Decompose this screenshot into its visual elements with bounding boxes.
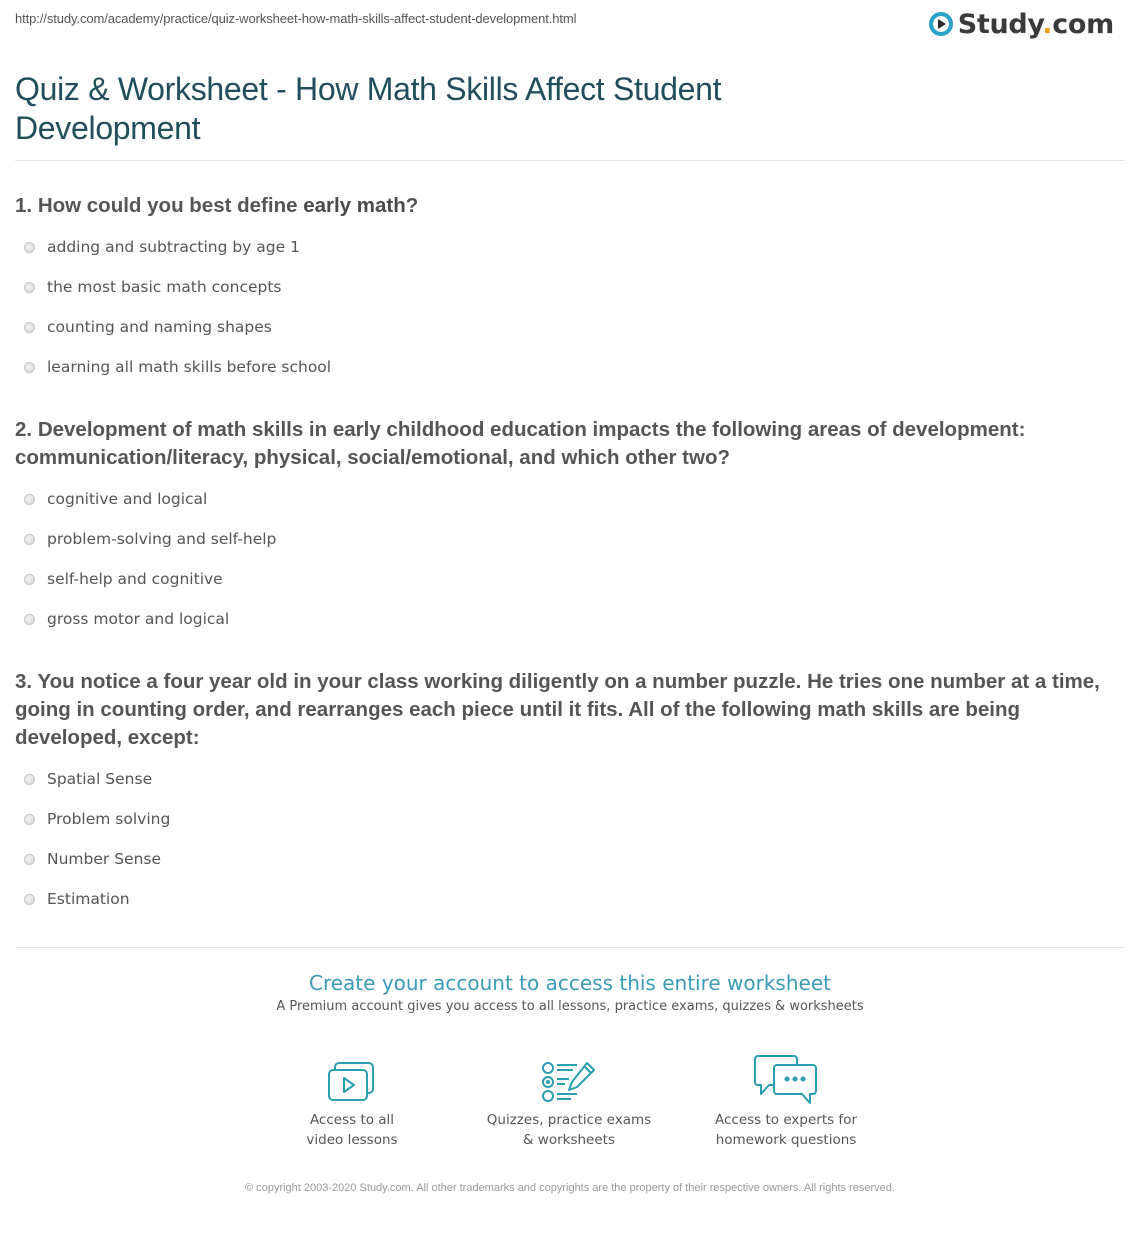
question-text-part: How could you best define [37, 194, 304, 217]
question-text-part: ? [405, 194, 419, 217]
answer-option[interactable] [15, 839, 1125, 879]
create-account-cta [0, 970, 1140, 1016]
answer-option[interactable] [15, 307, 1125, 347]
create-account-link[interactable]: Create your account to access this entire worksheet [309, 971, 831, 995]
video-lessons-icon [252, 1052, 452, 1104]
answer-label: Number Sense [47, 850, 162, 868]
radio-button[interactable] [24, 814, 35, 825]
radio-button[interactable] [24, 494, 35, 505]
logo-name: Study [957, 8, 1043, 40]
copyright-footer: © copyright 2003-2020 Study.com. All other trademarks and copyrights are the property of their respective owners. All rights reserved. [245, 1182, 895, 1194]
answer-label: Estimation [47, 890, 130, 908]
title-divider [15, 160, 1125, 161]
answer-list [15, 227, 1125, 387]
answer-label: the most basic math concepts [47, 278, 282, 296]
play-circle-icon [928, 11, 954, 37]
question-text [15, 668, 1125, 752]
answer-list [15, 479, 1125, 639]
answer-label: counting and naming shapes [47, 318, 272, 336]
answer-label: adding and subtracting by age 1 [47, 238, 300, 256]
feature-label-line: & worksheets [522, 1132, 615, 1148]
radio-button[interactable] [24, 614, 35, 625]
feature-video-lessons [252, 1052, 452, 1150]
radio-button[interactable] [24, 894, 35, 905]
answer-option[interactable] [15, 519, 1125, 559]
feature-label-line: Quizzes, practice exams [486, 1112, 652, 1128]
question-text-body: You notice a four year old in your class working diligently on a number puzzle. He tries one number at a time, going in counting order, and rearranges each piece until it fits. All of the following math skills are being developed, except: [15, 670, 1100, 749]
question-keyword: early math [303, 194, 406, 217]
page-title: Quiz & Worksheet - How Math Skills Affect Student Development [15, 71, 722, 146]
feature-label [469, 1110, 669, 1150]
feature-label [686, 1110, 886, 1150]
answer-option[interactable] [15, 347, 1125, 387]
question-text-body: Development of math skills in early childhood education impacts the following areas of development: communication/literacy, physical, social/emotional, and which other two? [15, 418, 1026, 469]
answer-label: problem-solving and self-help [47, 530, 277, 548]
question-number: 2. [15, 418, 33, 441]
page-url: http://study.com/academy/practice/quiz-worksheet-how-math-skills-affect-student-development.html [15, 11, 577, 26]
cta-divider [15, 947, 1125, 948]
question-number: 1. [15, 194, 33, 217]
answer-label: cognitive and logical [47, 490, 208, 508]
feature-experts [686, 1052, 886, 1150]
answer-option[interactable] [15, 879, 1125, 919]
study-logo[interactable] [928, 7, 1114, 41]
feature-label-line: video lessons [306, 1132, 398, 1148]
answer-option[interactable] [15, 479, 1125, 519]
radio-button[interactable] [24, 574, 35, 585]
question-2 [15, 416, 1125, 639]
question-text [15, 192, 1125, 220]
answer-label: learning all math skills before school [47, 358, 332, 376]
answer-list [15, 759, 1125, 919]
answer-option[interactable] [15, 267, 1125, 307]
answer-option[interactable] [15, 559, 1125, 599]
radio-button[interactable] [24, 854, 35, 865]
radio-button[interactable] [24, 242, 35, 253]
radio-button[interactable] [24, 322, 35, 333]
answer-label: self-help and cognitive [47, 570, 223, 588]
answer-label: gross motor and logical [47, 610, 230, 628]
question-number: 3. [15, 670, 33, 693]
cta-subtitle: A Premium account gives you access to all lessons, practice exams, quizzes & worksheets [276, 999, 864, 1014]
feature-label-line: homework questions [715, 1132, 857, 1148]
chat-bubbles-icon [686, 1052, 886, 1104]
feature-label-line: Access to all [309, 1112, 395, 1128]
feature-quizzes [469, 1052, 669, 1150]
logo-text [958, 9, 1114, 40]
question-text [15, 416, 1125, 472]
logo-dot: . [1042, 8, 1053, 40]
quiz-checklist-icon [469, 1052, 669, 1104]
answer-option[interactable] [15, 227, 1125, 267]
feature-label [252, 1110, 452, 1150]
logo-suffix: com [1052, 8, 1114, 40]
answer-option[interactable] [15, 799, 1125, 839]
radio-button[interactable] [24, 362, 35, 373]
radio-button[interactable] [24, 774, 35, 785]
radio-button[interactable] [24, 282, 35, 293]
question-3 [15, 668, 1125, 919]
answer-label: Spatial Sense [47, 770, 153, 788]
feature-label-line: Access to experts for [714, 1112, 857, 1128]
answer-label: Problem solving [47, 810, 171, 828]
radio-button[interactable] [24, 534, 35, 545]
answer-option[interactable] [15, 599, 1125, 639]
question-1 [15, 192, 1125, 387]
answer-option[interactable] [15, 759, 1125, 799]
